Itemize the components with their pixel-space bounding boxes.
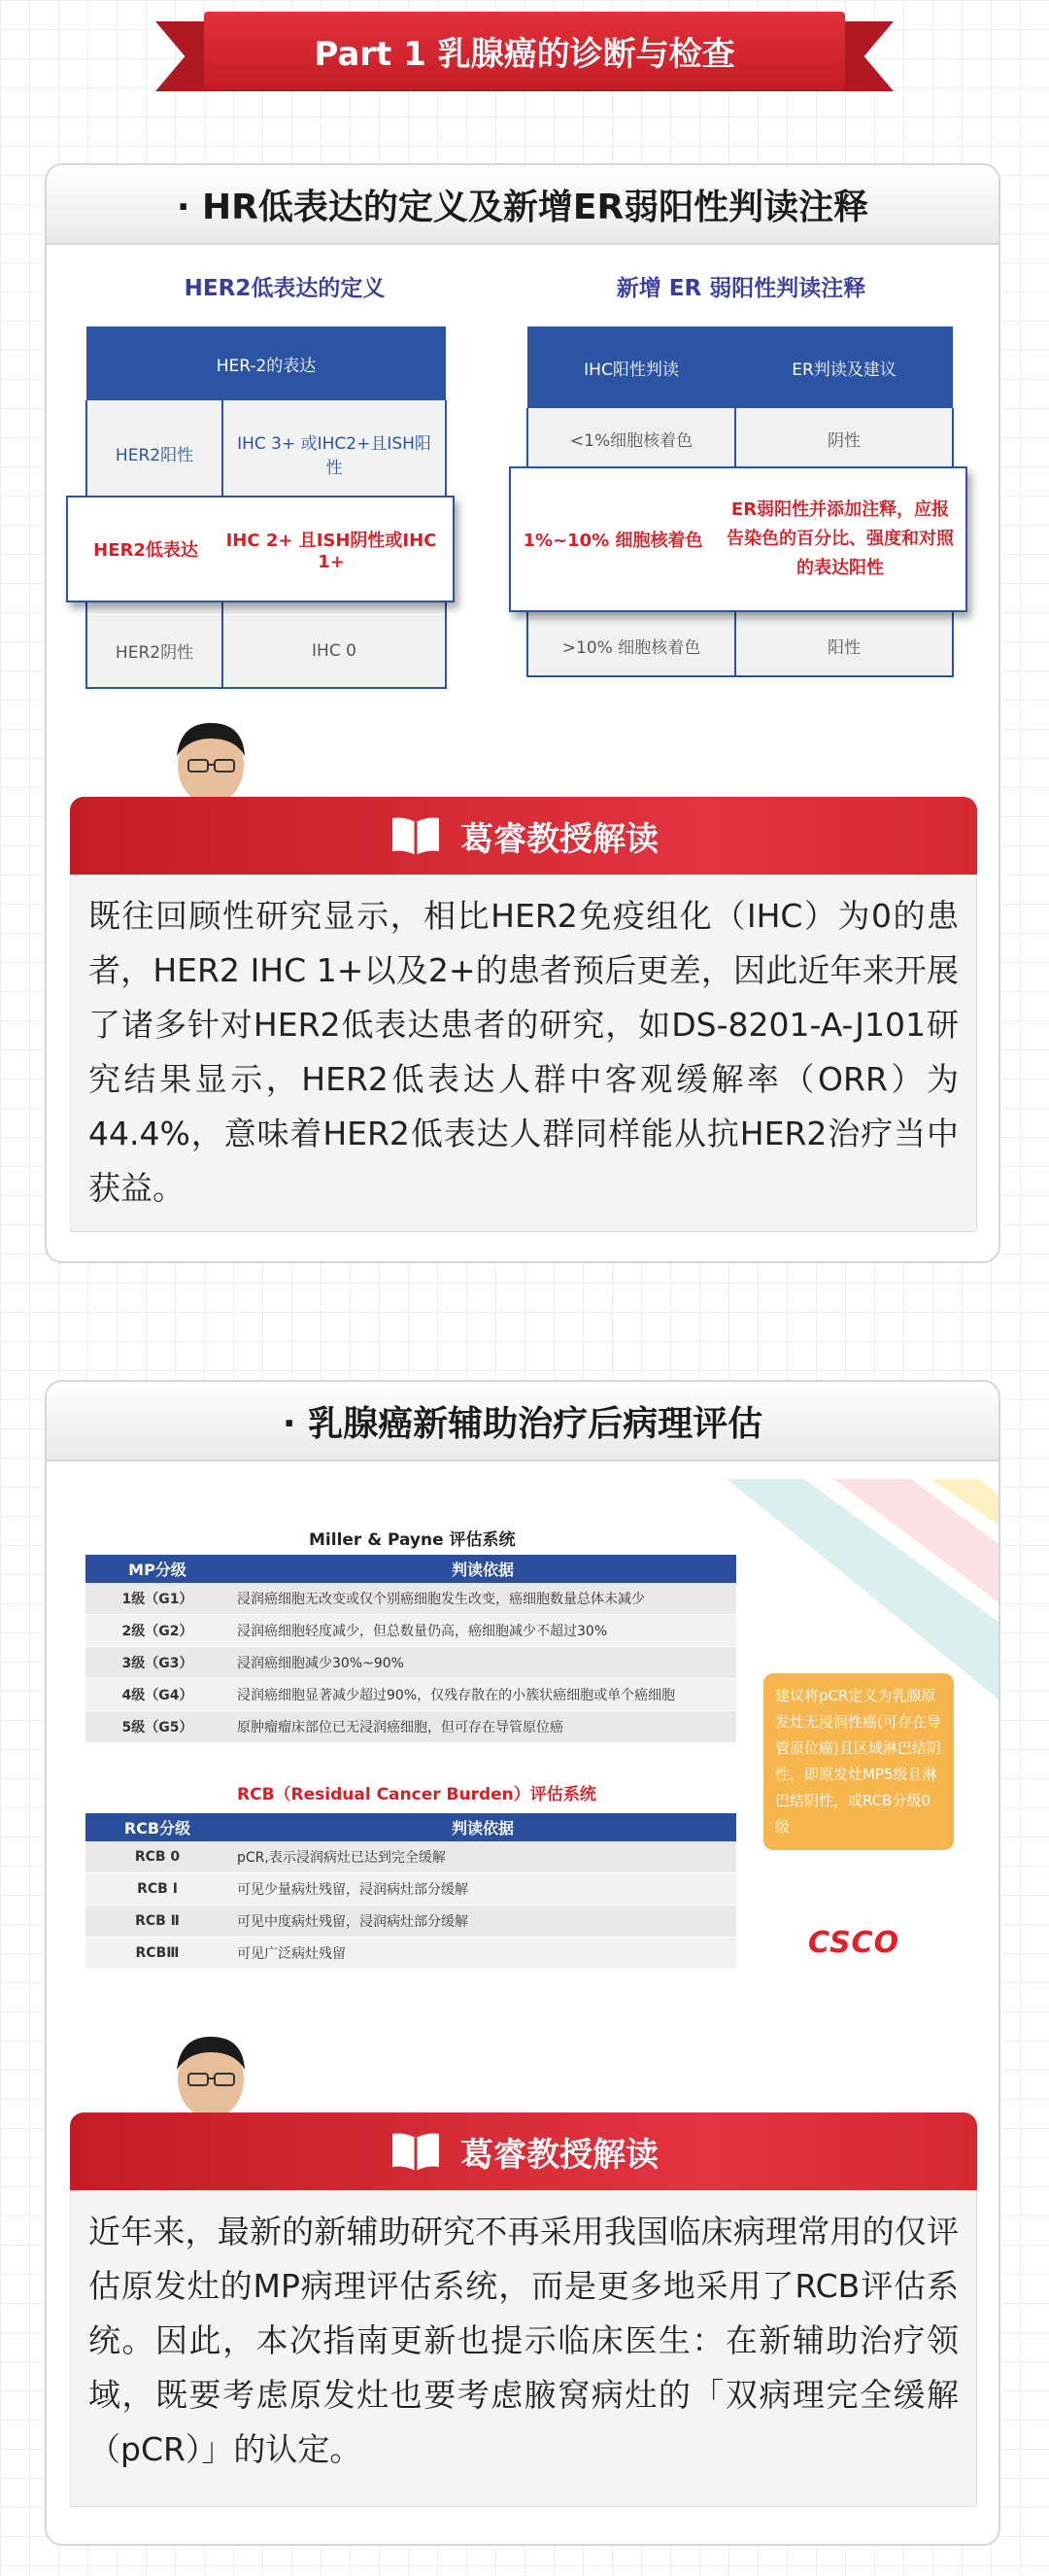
expert-interpretation-bar: [70, 797, 977, 875]
table-row: [527, 616, 953, 676]
table-row: [85, 1647, 736, 1679]
open-book-icon: [389, 2130, 443, 2173]
table-cell: HER2阳性: [86, 400, 222, 507]
table-row: [85, 1679, 736, 1711]
section-title: · 乳腺癌新辅助治疗后病理评估: [47, 1382, 998, 1461]
table-row: [527, 408, 953, 470]
table-cell: RCB Ⅱ: [85, 1906, 229, 1938]
part-banner: [155, 12, 894, 97]
table-header: 判读依据: [229, 1813, 736, 1841]
table-cell: 浸润癌细胞无改变或仅个别癌细胞发生改变，癌细胞数量总体未减少: [229, 1583, 736, 1615]
highlight-label: 1%~10% 细胞核着色: [523, 531, 703, 551]
table-cell: 3级（G3）: [85, 1647, 229, 1679]
left-table-subtitle: HER2低表达的定义: [184, 276, 386, 301]
table-cell: 可见少量病灶残留，浸润病灶部分缓解: [229, 1873, 736, 1906]
table-cell: 4级（G4）: [85, 1679, 229, 1711]
banner-title: Part 1 乳腺癌的诊断与检查: [204, 12, 845, 89]
mp-grading-table: [85, 1555, 736, 1743]
table-cell: IHC 3+ 或IHC2+且ISH阳性: [222, 400, 446, 507]
rcb-system-title: RCB（Residual Cancer Burden）评估系统: [237, 1785, 596, 1804]
table-row: [85, 1711, 736, 1743]
table-header: HER-2的表达: [86, 326, 446, 400]
table-cell: 原肿瘤瘤床部位已无浸润癌细胞，但可存在导管原位癌: [229, 1711, 736, 1743]
table-cell: 阳性: [735, 616, 953, 676]
table-cell: 阴性: [735, 408, 953, 470]
table-cell: IHC 0: [222, 614, 446, 688]
table-header: RCB分级: [85, 1813, 229, 1841]
table-cell: 可见中度病灶残留，浸润病灶部分缓解: [229, 1906, 736, 1938]
highlight-value: ER弱阳性并添加注释，应报告染色的百分比、强度和对照的表达阳性: [727, 499, 954, 578]
table-row: [86, 400, 446, 507]
commentary-text: 既往回顾性研究显示，相比HER2免疫组化（IHC）为0的患者，HER2 IHC 1+以及2+的患者预后更差，因此近年来开展了诸多针对HER2低表达患者的研究，如DS-8201-A-J101研究结果显示，HER2低表达人群中客观缓解率（ORR）为44.4%，意味着HER2低表达人群同样能从抗HER2治疗当中获益。: [70, 875, 977, 1232]
table-cell: pCR,表示浸润病灶已达到完全缓解: [229, 1841, 736, 1873]
table-cell: RCB Ⅰ: [85, 1873, 229, 1906]
highlight-label: HER2低表达: [93, 540, 198, 561]
csco-logo: CSCO: [808, 1926, 900, 1960]
her2-low-highlight: [66, 496, 455, 602]
open-book-icon: [389, 814, 443, 857]
commentary-text: 近年来，最新的新辅助研究不再采用我国临床病理常用的仅评估原发灶的MP病理评估系统，而是更多地采用了RCB评估系统。因此，本次指南更新也提示临床医生：在新辅助治疗领域，既要考虑原发灶也要考虑腋窝病灶的「双病理完全缓解（pCR）」的认定。: [70, 2190, 977, 2507]
table-header: ER判读及建议: [735, 326, 953, 408]
expert-interpretation-bar: [70, 2112, 977, 2190]
section-hr-low-expression: [45, 163, 1000, 1263]
table-cell: RCB 0: [85, 1841, 229, 1873]
table-cell: HER2阴性: [86, 614, 222, 688]
table-cell: 2级（G2）: [85, 1615, 229, 1647]
expert-label: 葛睿教授解读: [460, 819, 659, 859]
rcb-grading-table: [85, 1813, 736, 1970]
table-cell: RCBⅢ: [85, 1938, 229, 1970]
table-header: IHC阳性判读: [527, 326, 735, 408]
table-header: MP分级: [85, 1555, 229, 1583]
table-cell: 浸润癌细胞减少30%~90%: [229, 1647, 736, 1679]
table-cell: 可见广泛病灶残留: [229, 1938, 736, 1970]
table-header: 判读依据: [229, 1555, 736, 1583]
table-cell: 5级（G5）: [85, 1711, 229, 1743]
section-neoadjuvant-pathology: [45, 1380, 1000, 2546]
highlight-value: IHC 2+ 且ISH阴性或IHC 1+: [225, 530, 437, 572]
er-weak-highlight: [509, 466, 967, 612]
section-title: · HR低表达的定义及新增ER弱阳性判读注释: [47, 165, 998, 245]
table-row: [85, 1583, 736, 1615]
table-cell: <1%细胞核着色: [527, 408, 735, 470]
table-cell: 浸润癌细胞轻度减少，但总数量仍高，癌细胞减少不超过30%: [229, 1615, 736, 1647]
expert-label: 葛睿教授解读: [460, 2135, 659, 2175]
mp-system-title: Miller & Payne 评估系统: [309, 1530, 516, 1550]
table-row: [85, 1906, 736, 1938]
table-row: [85, 1841, 736, 1873]
table-cell: 浸润癌细胞显著减少超过90%，仅残存散在的小簇状癌细胞或单个癌细胞: [229, 1679, 736, 1711]
table-cell: 1级（G1）: [85, 1583, 229, 1615]
table-cell: >10% 细胞核着色: [527, 616, 735, 676]
table-row: [85, 1873, 736, 1906]
table-row: [85, 1938, 736, 1970]
right-table-subtitle: 新增 ER 弱阳性判读注释: [616, 276, 866, 301]
table-row: [85, 1615, 736, 1647]
pcr-definition-note: 建议将pCR定义为乳腺原发灶无浸润性癌(可存在导管原位癌)且区域淋巴结阴性，即原发灶MP5级且淋巴结阴性，或RCB分级0级: [763, 1673, 954, 1850]
table-row: [86, 614, 446, 688]
